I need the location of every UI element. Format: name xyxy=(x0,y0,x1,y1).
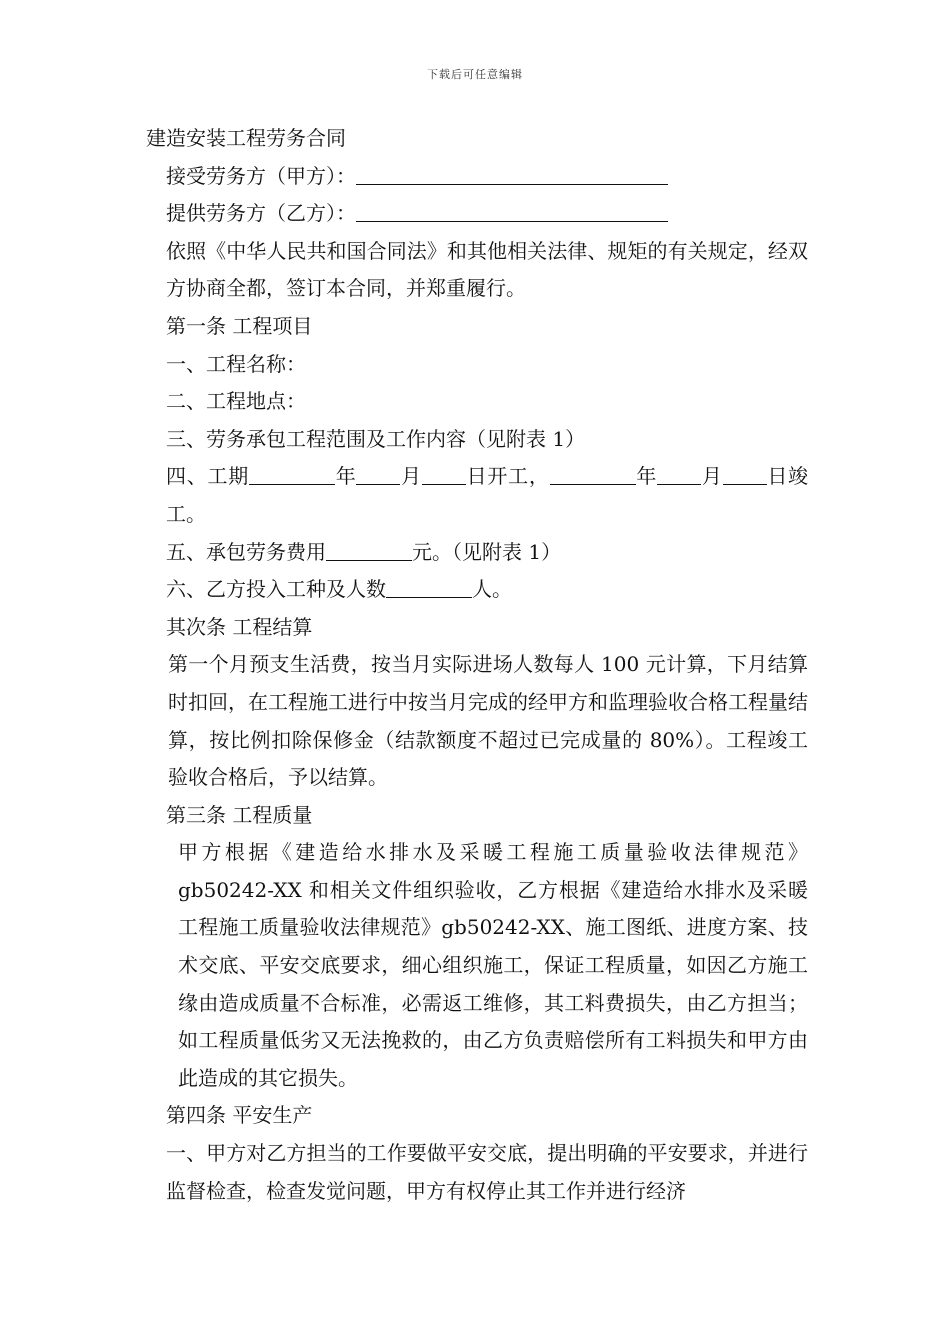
party-b-blank[interactable] xyxy=(356,201,668,222)
article-2-title: 其次条 工程结算 xyxy=(166,614,313,639)
end-day-blank[interactable] xyxy=(723,464,767,485)
end-year-label: 年 xyxy=(635,464,658,489)
quality-paragraph: 甲方根据《建造给水排水及采暖工程施工质量验收法律规范》gb50242-XX 和相关文件组织验收，乙方根据《建造给水排水及采暖工程施工质量验收法律规范》gb50242-XX、施工图纸、进度方案、技术交底、平安交底要求，细心组织施工，保证工程质量，如因乙方施工缘由造成质量不合标准，必需返工维修，其工料费损失，由乙方担当；如工程质量低劣又无法挽救的，由乙方负责赔偿所有工料损失和甲方由此造成的其它损失。 xyxy=(178,840,808,1090)
contract-title: 建造安装工程劳务合同 xyxy=(146,126,346,150)
start-month-blank[interactable] xyxy=(356,464,400,485)
end-year-blank[interactable] xyxy=(550,464,636,485)
fee-blank[interactable] xyxy=(326,540,412,561)
schedule-prefix: 四、工期 xyxy=(166,464,249,489)
article-4-title: 第四条 平安生产 xyxy=(166,1103,313,1128)
article-3-title: 第三条 工程质量 xyxy=(166,802,313,827)
article-1-title: 第一条 工程项目 xyxy=(166,313,313,338)
project-name-item: 一、工程名称： xyxy=(166,351,306,376)
project-location-item: 二、工程地点： xyxy=(166,389,306,414)
party-b-label: 提供劳务方（乙方）： xyxy=(166,201,356,226)
start-day-blank[interactable] xyxy=(422,464,466,485)
party-a-label: 接受劳务方（甲方）： xyxy=(166,163,356,188)
workers-blank[interactable] xyxy=(386,577,472,598)
safety-item-1: 一、甲方对乙方担当的工作要做平安交底，提出明确的平安要求，并进行监督检查，检查发觉问题，甲方有权停止其工作并进行经济 xyxy=(166,1141,808,1203)
workers-item xyxy=(146,571,808,609)
settlement-paragraph: 第一个月预支生活费，按当月实际进场人数每人 100 元计算，下月结算时扣回，在工程施工进行中按当月完成的经甲方和监理验收合格工程量结算，按比例扣除保修金（结款额度不超过已完成量的 80%）。工程竣工验收合格后，予以结算。 xyxy=(168,652,808,790)
start-year-label: 年 xyxy=(334,464,357,489)
fee-suffix: 元。（见附表 1） xyxy=(412,539,562,564)
intro-paragraph: 依照《中华人民共和国合同法》和其他相关法律、规矩的有关规定，经双方协商全都，签订本合同，并郑重履行。 xyxy=(166,238,808,301)
party-a-line xyxy=(146,158,808,196)
party-a-blank[interactable] xyxy=(356,164,668,185)
end-label: 日竣工。 xyxy=(166,464,809,526)
page-header-note: 下载后可任意编辑 xyxy=(427,68,523,81)
contract-body xyxy=(146,120,808,1210)
end-month-label: 月 xyxy=(701,464,723,489)
end-month-blank[interactable] xyxy=(657,464,701,485)
workers-prefix: 六、乙方投入工种及人数 xyxy=(166,577,386,602)
start-label: 日开工， xyxy=(465,464,550,489)
workers-suffix: 人。 xyxy=(472,577,512,602)
party-b-line xyxy=(146,195,808,233)
fee-item xyxy=(146,534,808,572)
start-month-label: 月 xyxy=(400,464,422,489)
fee-prefix: 五、承包劳务费用 xyxy=(166,539,326,564)
project-scope-item: 三、劳务承包工程范围及工作内容（见附表 1） xyxy=(166,426,586,451)
schedule-item xyxy=(146,458,808,533)
start-year-blank[interactable] xyxy=(249,464,335,485)
